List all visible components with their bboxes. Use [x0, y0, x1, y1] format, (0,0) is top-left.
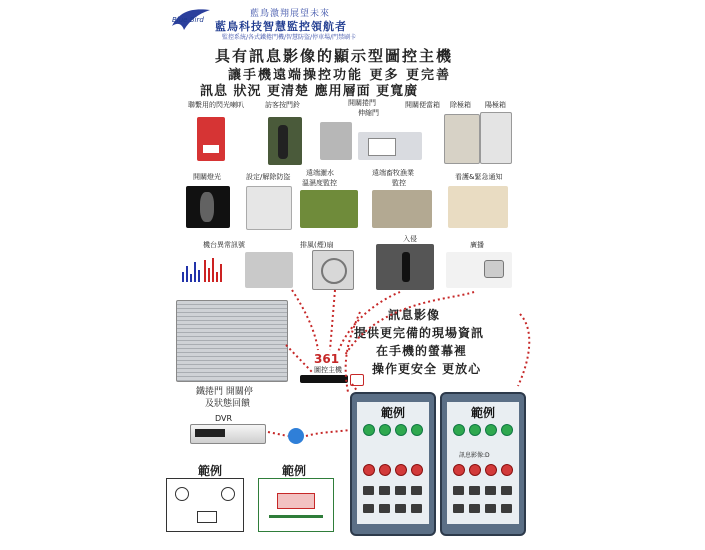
- alarm-led-icon[interactable]: [501, 464, 513, 476]
- control-button[interactable]: [469, 486, 480, 495]
- label-intrusion: 入侵: [403, 235, 417, 243]
- headline-2: 讓手機遠端操控功能 更多 更完善: [228, 68, 452, 83]
- label-machine-abnormal: 機台異常訊號: [203, 241, 245, 249]
- alarm-led-icon[interactable]: [469, 464, 481, 476]
- example-diagram-2: [258, 478, 334, 532]
- control-button[interactable]: [453, 486, 464, 495]
- message-line-3: 在手機的螢幕裡: [376, 344, 468, 358]
- phone-title-1: 範例: [380, 406, 405, 420]
- label-monitor: 監控: [392, 179, 406, 187]
- services-line: 監控系統/各式鐵捲門機/智慧防盜/停車場/門禁刷卡: [222, 34, 357, 41]
- door-caption-2: 及狀態回饋: [205, 399, 251, 409]
- message-line-2: 提供更完備的現場資訊: [354, 326, 485, 340]
- control-button[interactable]: [363, 486, 374, 495]
- control-button[interactable]: [411, 504, 422, 513]
- controller-caption: 圖控主機: [314, 366, 342, 374]
- label-broadcast: 廣播: [470, 241, 484, 249]
- control-button[interactable]: [379, 504, 390, 513]
- label-livestock: 遠端畜牧漁業: [372, 169, 414, 177]
- controller-model: 361: [314, 352, 340, 366]
- control-button[interactable]: [469, 504, 480, 513]
- status-led-icon[interactable]: [485, 424, 497, 436]
- status-led-icon[interactable]: [469, 424, 481, 436]
- status-led-icon[interactable]: [501, 424, 513, 436]
- message-line-4: 操作更安全 更放心: [372, 362, 482, 376]
- alarm-led-icon[interactable]: [379, 464, 391, 476]
- label-rolling-door: 開關捲門: [348, 99, 376, 107]
- example-diagram-1: [166, 478, 244, 532]
- control-button[interactable]: [379, 486, 390, 495]
- alarm-led-icon[interactable]: [485, 464, 497, 476]
- label-care-emergency: 看護&緊急通知: [455, 173, 503, 181]
- headline-3: 訊息 狀況 更清楚 應用層面 更寬廣: [200, 84, 419, 99]
- brand-name: Blue Bird: [172, 16, 204, 24]
- dvr-label: DVR: [215, 414, 233, 423]
- status-led-icon[interactable]: [395, 424, 407, 436]
- slogan: 藍鳥激翔展望未來: [250, 9, 331, 19]
- phone-example-1: [350, 392, 436, 536]
- control-button[interactable]: [395, 504, 406, 513]
- control-button[interactable]: [411, 486, 422, 495]
- label-cathode-box: 除極箱: [450, 101, 471, 109]
- label-humidity: 溫濕度監控: [302, 179, 337, 187]
- label-lights: 開關燈光: [193, 173, 221, 181]
- control-button[interactable]: [485, 486, 496, 495]
- phone-title-2: 範例: [470, 406, 495, 420]
- label-anode-box: 陽極箱: [485, 101, 506, 109]
- control-button[interactable]: [363, 504, 374, 513]
- example-label-1: 範例: [198, 464, 223, 478]
- status-led-icon[interactable]: [379, 424, 391, 436]
- status-led-icon[interactable]: [363, 424, 375, 436]
- label-flash-speaker: 聯繫用的閃光喇叭: [188, 101, 244, 109]
- status-led-icon[interactable]: [453, 424, 465, 436]
- alarm-led-icon[interactable]: [453, 464, 465, 476]
- door-caption-1: 鐵捲門 開關停: [196, 387, 253, 397]
- status-led-icon[interactable]: [411, 424, 423, 436]
- control-button[interactable]: [501, 486, 512, 495]
- phone-message-note: 訊息影像:D: [459, 452, 490, 459]
- message-line-1: 訊息影像: [388, 308, 441, 322]
- control-button[interactable]: [485, 504, 496, 513]
- control-button[interactable]: [395, 486, 406, 495]
- control-button[interactable]: [501, 504, 512, 513]
- alarm-led-icon[interactable]: [363, 464, 375, 476]
- label-arm-disarm: 設定/解除防盜: [246, 173, 291, 181]
- company-name: 藍鳥科技智慧監控領航者: [215, 20, 347, 33]
- alarm-led-icon[interactable]: [411, 464, 423, 476]
- label-sprinkler: 遠端灑水: [306, 169, 334, 177]
- example-label-2: 範例: [282, 464, 307, 478]
- phone-example-2: [440, 392, 526, 536]
- label-doorbell: 訪客按門鈴: [265, 101, 300, 109]
- headline-1: 具有訊息影像的顯示型圖控主機: [215, 47, 454, 65]
- alarm-led-icon[interactable]: [395, 464, 407, 476]
- label-sliding-gate: 伸縮門: [358, 109, 379, 117]
- label-lunchbox: 開關便當箱: [405, 101, 440, 109]
- label-exhaust-fan: 排風(煙)扇: [300, 241, 334, 249]
- control-button[interactable]: [453, 504, 464, 513]
